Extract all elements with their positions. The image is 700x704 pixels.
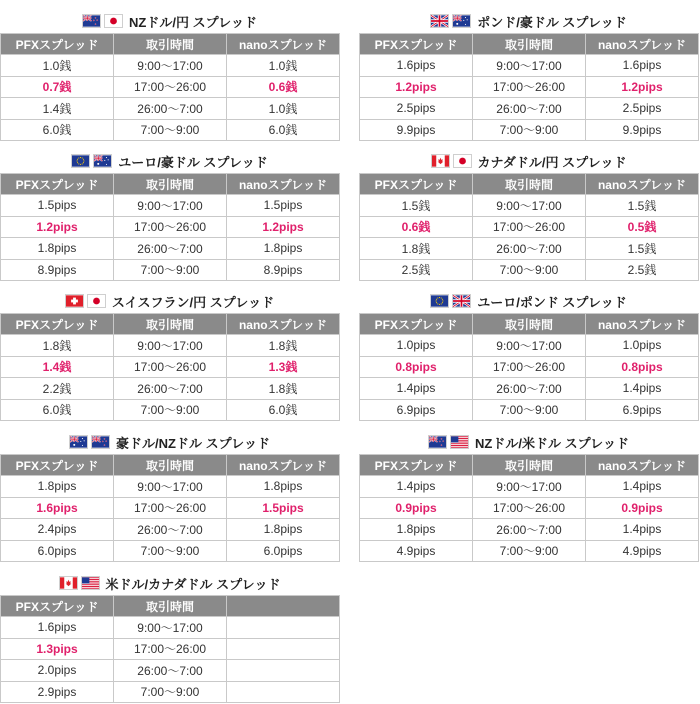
col-header-pfx: PFXスプレッド <box>360 314 473 335</box>
pfx-spread: 6.0pips <box>1 540 114 562</box>
eu-flag-icon <box>430 294 449 308</box>
col-header-time: 取引時間 <box>114 174 227 195</box>
table-row <box>360 399 699 421</box>
col-header-pfx: PFXスプレッド <box>360 174 473 195</box>
nano-spread: 0.8pips <box>586 356 699 378</box>
section-title: ユーロ/豪ドル スプレッド <box>0 149 339 173</box>
spread-section-gbp-aud <box>359 9 698 141</box>
pfx-spread: 1.4銭 <box>1 98 114 120</box>
uk-flag-icon <box>452 294 471 308</box>
table-row <box>1 195 340 217</box>
ca-flag-icon <box>59 576 78 590</box>
col-header-pfx: PFXスプレッド <box>1 314 114 335</box>
trading-time: 7:00〜9:00 <box>114 119 227 141</box>
spread-table <box>359 454 699 562</box>
nano-spread: 0.6銭 <box>227 76 340 98</box>
trading-time: 7:00〜9:00 <box>114 259 227 281</box>
table-row <box>360 356 699 378</box>
col-header-nano: nanoスプレッド <box>586 314 699 335</box>
pfx-spread: 1.4pips <box>360 378 473 400</box>
table-row <box>1 378 340 400</box>
trading-time: 9:00〜17:00 <box>114 335 227 357</box>
spread-table <box>359 33 699 141</box>
trading-time: 17:00〜26:00 <box>473 497 586 519</box>
pfx-spread: 1.4銭 <box>1 356 114 378</box>
spread-table <box>0 454 340 562</box>
spread-section-cad-jpy <box>359 149 698 281</box>
table-row <box>1 98 340 120</box>
nano-spread: 1.4pips <box>586 378 699 400</box>
nano-spread: 1.8pips <box>227 238 340 260</box>
col-header-pfx: PFXスプレッド <box>1 455 114 476</box>
nano-spread: 1.5pips <box>227 195 340 217</box>
nano-spread: 1.5pips <box>227 497 340 519</box>
uk-flag-icon <box>430 14 449 28</box>
spread-table <box>359 173 699 281</box>
table-row <box>1 617 340 639</box>
section-title: カナダドル/円 スプレッド <box>359 149 698 173</box>
pfx-spread: 2.5pips <box>360 98 473 120</box>
table-row <box>1 497 340 519</box>
pfx-spread: 2.0pips <box>1 660 114 682</box>
pfx-spread: 1.8pips <box>1 476 114 498</box>
trading-time: 17:00〜26:00 <box>114 638 227 660</box>
us-flag-icon <box>81 576 100 590</box>
trading-time: 7:00〜9:00 <box>473 540 586 562</box>
pfx-spread: 1.4pips <box>360 476 473 498</box>
table-row <box>360 98 699 120</box>
trading-time: 9:00〜17:00 <box>114 476 227 498</box>
trading-time: 7:00〜9:00 <box>473 119 586 141</box>
pfx-spread: 0.8pips <box>360 356 473 378</box>
col-header-empty <box>227 596 340 617</box>
table-row <box>360 76 699 98</box>
trading-time: 7:00〜9:00 <box>114 399 227 421</box>
ca-flag-icon <box>431 154 450 168</box>
nano-spread <box>227 660 340 682</box>
table-row <box>360 195 699 217</box>
col-header-time: 取引時間 <box>114 34 227 55</box>
trading-time: 26:00〜7:00 <box>473 238 586 260</box>
table-row <box>360 519 699 541</box>
pfx-spread: 1.8pips <box>1 238 114 260</box>
nano-spread: 6.9pips <box>586 399 699 421</box>
col-header-time: 取引時間 <box>473 455 586 476</box>
pfx-spread: 0.6銭 <box>360 216 473 238</box>
trading-time: 7:00〜9:00 <box>114 681 227 703</box>
table-row <box>360 216 699 238</box>
pfx-spread: 2.9pips <box>1 681 114 703</box>
spread-section-eur-aud <box>0 149 339 281</box>
trading-time: 26:00〜7:00 <box>473 519 586 541</box>
spread-table <box>0 33 340 141</box>
jp-flag-icon <box>104 14 123 28</box>
trading-time: 9:00〜17:00 <box>473 55 586 77</box>
pfx-spread: 6.0銭 <box>1 399 114 421</box>
col-header-nano: nanoスプレッド <box>586 455 699 476</box>
jp-flag-icon <box>453 154 472 168</box>
section-title: 米ドル/カナダドル スプレッド <box>0 571 339 595</box>
pfx-spread: 1.5銭 <box>360 195 473 217</box>
pfx-spread: 1.0銭 <box>1 55 114 77</box>
nano-spread: 6.0pips <box>227 540 340 562</box>
pfx-spread: 9.9pips <box>360 119 473 141</box>
us-flag-icon <box>450 435 469 449</box>
pfx-spread: 0.9pips <box>360 497 473 519</box>
spread-section-chf-jpy <box>0 289 339 421</box>
col-header-pfx: PFXスプレッド <box>360 34 473 55</box>
pfx-spread: 1.8pips <box>360 519 473 541</box>
nano-spread: 1.8銭 <box>227 335 340 357</box>
col-header-nano: nanoスプレッド <box>586 174 699 195</box>
nano-spread: 8.9pips <box>227 259 340 281</box>
table-row <box>1 216 340 238</box>
table-row <box>1 119 340 141</box>
spread-section-aud-nzd <box>0 430 339 562</box>
nano-spread: 1.2pips <box>586 76 699 98</box>
trading-time: 26:00〜7:00 <box>114 98 227 120</box>
table-row <box>360 497 699 519</box>
pfx-spread: 1.3pips <box>1 638 114 660</box>
col-header-time: 取引時間 <box>473 314 586 335</box>
pfx-spread: 1.6pips <box>360 55 473 77</box>
spread-section-nzd-usd <box>359 430 698 562</box>
pfx-spread: 1.6pips <box>1 497 114 519</box>
trading-time: 9:00〜17:00 <box>114 55 227 77</box>
trading-time: 9:00〜17:00 <box>473 195 586 217</box>
spread-table <box>0 173 340 281</box>
trading-time: 26:00〜7:00 <box>473 98 586 120</box>
nano-spread: 1.5銭 <box>586 238 699 260</box>
col-header-nano: nanoスプレッド <box>227 455 340 476</box>
trading-time: 17:00〜26:00 <box>473 356 586 378</box>
trading-time: 9:00〜17:00 <box>473 476 586 498</box>
pfx-spread: 1.2pips <box>360 76 473 98</box>
nano-spread <box>227 638 340 660</box>
table-row <box>360 540 699 562</box>
nano-spread: 1.0pips <box>586 335 699 357</box>
col-header-time: 取引時間 <box>114 455 227 476</box>
nano-spread: 2.5pips <box>586 98 699 120</box>
nano-spread: 1.3銭 <box>227 356 340 378</box>
table-row <box>1 399 340 421</box>
table-row <box>360 476 699 498</box>
pfx-spread: 1.2pips <box>1 216 114 238</box>
nz-flag-icon <box>82 14 101 28</box>
nano-spread: 1.4pips <box>586 519 699 541</box>
nano-spread: 1.0銭 <box>227 98 340 120</box>
nano-spread: 6.0銭 <box>227 399 340 421</box>
table-row <box>360 335 699 357</box>
trading-time: 7:00〜9:00 <box>473 259 586 281</box>
au-flag-icon <box>452 14 471 28</box>
table-row <box>360 238 699 260</box>
nano-spread: 1.8pips <box>227 519 340 541</box>
nano-spread: 0.9pips <box>586 497 699 519</box>
table-row <box>360 55 699 77</box>
table-row <box>360 119 699 141</box>
eu-flag-icon <box>71 154 90 168</box>
pfx-spread: 2.4pips <box>1 519 114 541</box>
jp-flag-icon <box>87 294 106 308</box>
spread-table <box>359 313 699 421</box>
pfx-spread: 1.0pips <box>360 335 473 357</box>
col-header-pfx: PFXスプレッド <box>1 596 114 617</box>
table-row <box>1 55 340 77</box>
trading-time: 9:00〜17:00 <box>114 195 227 217</box>
col-header-pfx: PFXスプレッド <box>360 455 473 476</box>
table-row <box>1 259 340 281</box>
spread-table <box>0 313 340 421</box>
pfx-spread: 6.9pips <box>360 399 473 421</box>
pfx-spread: 6.0銭 <box>1 119 114 141</box>
table-row <box>1 638 340 660</box>
section-title: スイスフラン/円 スプレッド <box>0 289 339 313</box>
nano-spread: 6.0銭 <box>227 119 340 141</box>
nz-flag-icon <box>428 435 447 449</box>
trading-time: 9:00〜17:00 <box>473 335 586 357</box>
section-title: ユーロ/ポンド スプレッド <box>359 289 698 313</box>
spread-section-eur-gbp <box>359 289 698 421</box>
trading-time: 7:00〜9:00 <box>473 399 586 421</box>
nano-spread: 1.0銭 <box>227 55 340 77</box>
table-row <box>360 259 699 281</box>
col-header-pfx: PFXスプレッド <box>1 34 114 55</box>
col-header-nano: nanoスプレッド <box>586 34 699 55</box>
section-title: NZドル/円 スプレッド <box>0 9 339 33</box>
table-row <box>360 378 699 400</box>
nano-spread: 1.8pips <box>227 476 340 498</box>
col-header-time: 取引時間 <box>114 596 227 617</box>
pfx-spread: 1.8銭 <box>1 335 114 357</box>
pfx-spread: 1.5pips <box>1 195 114 217</box>
trading-time: 26:00〜7:00 <box>114 660 227 682</box>
col-header-time: 取引時間 <box>473 174 586 195</box>
pfx-spread: 8.9pips <box>1 259 114 281</box>
col-header-nano: nanoスプレッド <box>227 174 340 195</box>
col-header-nano: nanoスプレッド <box>227 34 340 55</box>
col-header-time: 取引時間 <box>473 34 586 55</box>
pfx-spread: 4.9pips <box>360 540 473 562</box>
pfx-spread: 2.2銭 <box>1 378 114 400</box>
trading-time: 9:00〜17:00 <box>114 617 227 639</box>
trading-time: 26:00〜7:00 <box>114 378 227 400</box>
table-row <box>1 540 340 562</box>
table-row <box>1 356 340 378</box>
section-title: 豪ドル/NZドル スプレッド <box>0 430 339 454</box>
table-row <box>1 76 340 98</box>
table-row <box>1 476 340 498</box>
nano-spread: 1.5銭 <box>586 195 699 217</box>
au-flag-icon <box>69 435 88 449</box>
table-row <box>1 238 340 260</box>
section-title: ポンド/豪ドル スプレッド <box>359 9 698 33</box>
nano-spread: 0.5銭 <box>586 216 699 238</box>
nano-spread <box>227 617 340 639</box>
table-row <box>1 660 340 682</box>
spread-section-nzd-jpy <box>0 9 339 141</box>
spread-section-usd-cad <box>0 571 339 703</box>
col-header-nano: nanoスプレッド <box>227 314 340 335</box>
nano-spread: 2.5銭 <box>586 259 699 281</box>
trading-time: 17:00〜26:00 <box>473 216 586 238</box>
nano-spread: 1.8銭 <box>227 378 340 400</box>
trading-time: 17:00〜26:00 <box>114 76 227 98</box>
trading-time: 17:00〜26:00 <box>114 497 227 519</box>
trading-time: 26:00〜7:00 <box>114 519 227 541</box>
au-flag-icon <box>93 154 112 168</box>
spread-table <box>0 595 340 703</box>
trading-time: 17:00〜26:00 <box>114 216 227 238</box>
nz-flag-icon <box>91 435 110 449</box>
trading-time: 26:00〜7:00 <box>114 238 227 260</box>
section-title: NZドル/米ドル スプレッド <box>359 430 698 454</box>
pfx-spread: 0.7銭 <box>1 76 114 98</box>
ch-flag-icon <box>65 294 84 308</box>
table-row <box>1 519 340 541</box>
pfx-spread: 1.6pips <box>1 617 114 639</box>
col-header-pfx: PFXスプレッド <box>1 174 114 195</box>
pfx-spread: 1.8銭 <box>360 238 473 260</box>
table-row <box>1 681 340 703</box>
nano-spread: 1.2pips <box>227 216 340 238</box>
trading-time: 7:00〜9:00 <box>114 540 227 562</box>
nano-spread: 1.6pips <box>586 55 699 77</box>
nano-spread: 4.9pips <box>586 540 699 562</box>
trading-time: 26:00〜7:00 <box>473 378 586 400</box>
trading-time: 17:00〜26:00 <box>114 356 227 378</box>
table-row <box>1 335 340 357</box>
col-header-time: 取引時間 <box>114 314 227 335</box>
nano-spread: 9.9pips <box>586 119 699 141</box>
trading-time: 17:00〜26:00 <box>473 76 586 98</box>
nano-spread <box>227 681 340 703</box>
nano-spread: 1.4pips <box>586 476 699 498</box>
pfx-spread: 2.5銭 <box>360 259 473 281</box>
